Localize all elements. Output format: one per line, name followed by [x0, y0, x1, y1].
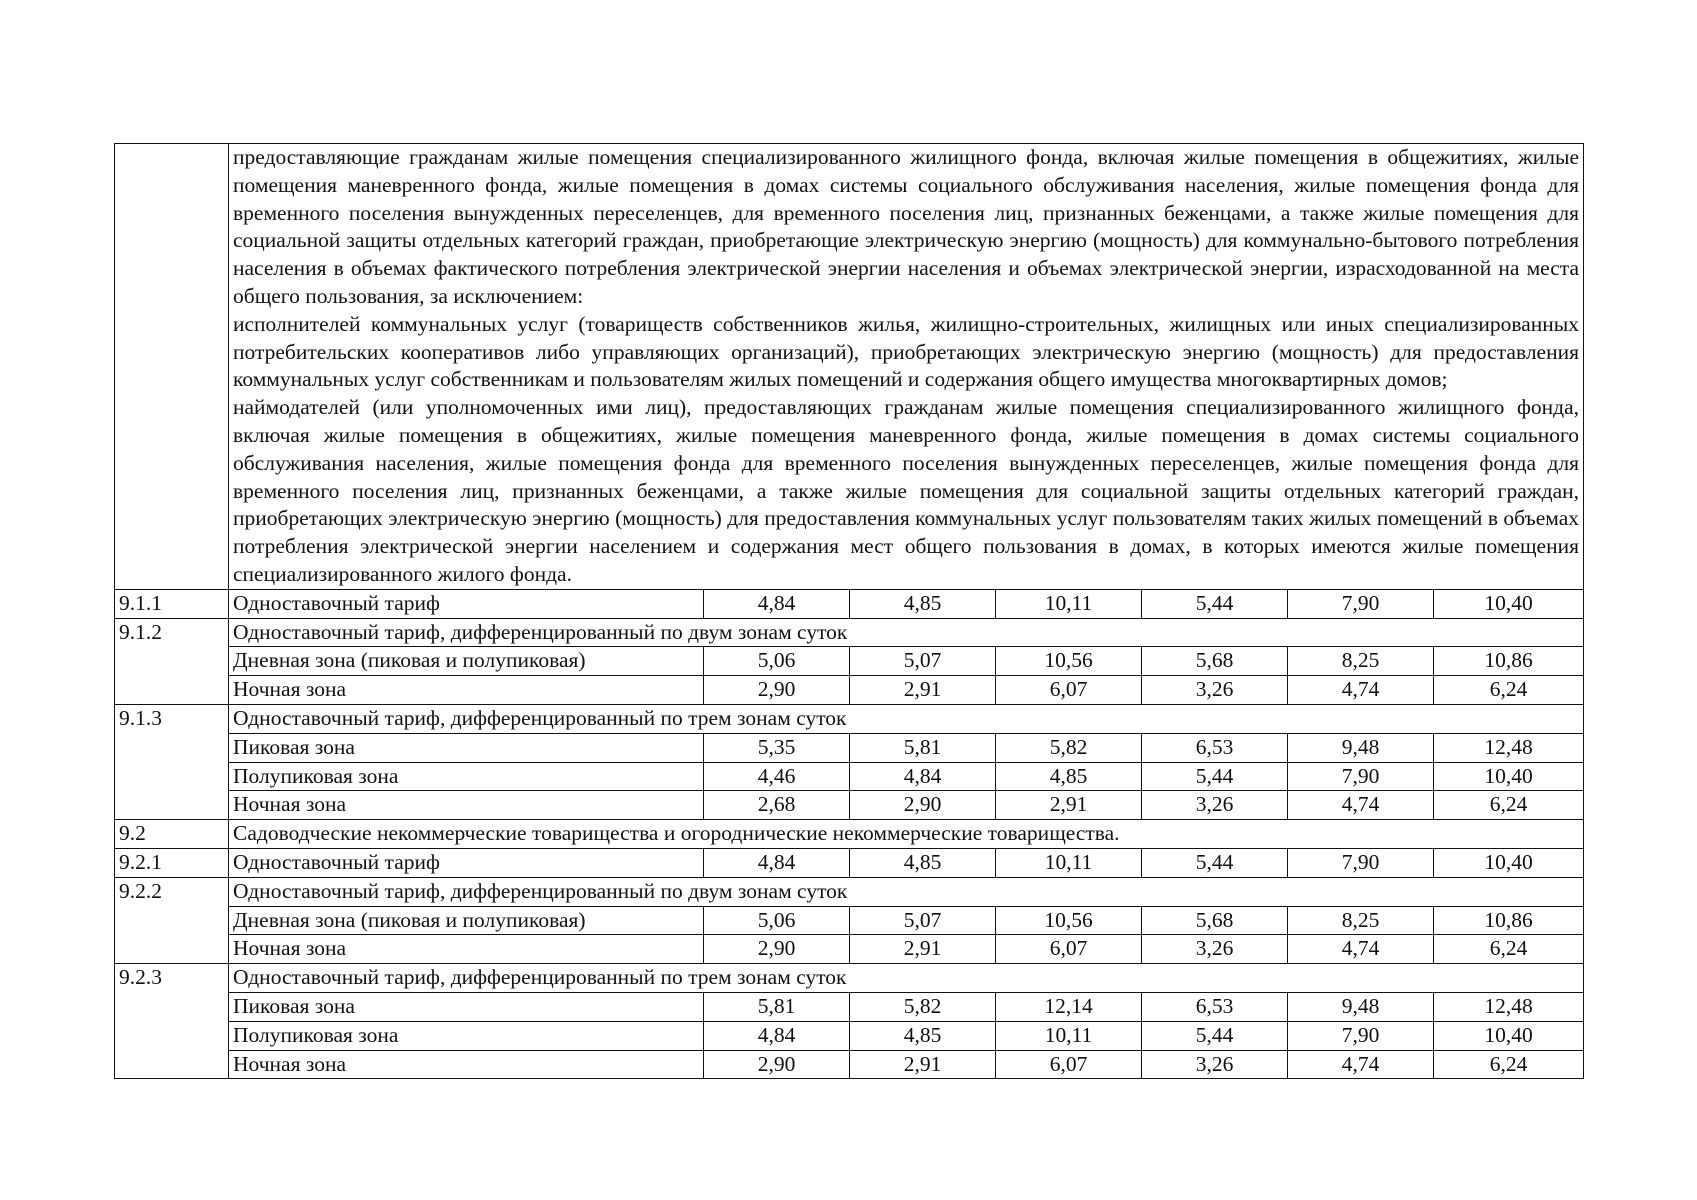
value-cell: 5,06: [704, 647, 850, 676]
value-cell: 9,48: [1288, 733, 1434, 762]
table-row: [115, 589, 1584, 618]
row-code: 9.1.3: [115, 704, 229, 819]
value-cell: 2,90: [704, 1050, 850, 1079]
value-cell: 7,90: [1288, 848, 1434, 877]
value-cell: 10,40: [1434, 589, 1584, 618]
value-cell: 6,24: [1434, 935, 1584, 964]
table-row: [115, 1021, 1584, 1050]
value-cell: 2,91: [850, 935, 996, 964]
value-cell: 9,48: [1288, 992, 1434, 1021]
code-cell: [115, 144, 229, 590]
row-label: Пиковая зона: [229, 733, 704, 762]
row-label: Одноставочный тариф: [229, 848, 704, 877]
value-cell: 10,11: [996, 1021, 1142, 1050]
value-cell: 5,68: [1142, 647, 1288, 676]
row-code: 9.2.1: [115, 848, 229, 877]
value-cell: 5,82: [996, 733, 1142, 762]
value-cell: 10,40: [1434, 848, 1584, 877]
value-cell: 3,26: [1142, 791, 1288, 820]
table-row: [115, 935, 1584, 964]
value-cell: 10,86: [1434, 647, 1584, 676]
value-cell: 2,91: [850, 676, 996, 705]
value-cell: 10,11: [996, 589, 1142, 618]
value-cell: 3,26: [1142, 676, 1288, 705]
table-row: [115, 964, 1584, 993]
value-cell: 4,84: [704, 1021, 850, 1050]
value-cell: 4,85: [850, 589, 996, 618]
value-cell: 3,26: [1142, 1050, 1288, 1079]
value-cell: 2,90: [704, 676, 850, 705]
table-row: [115, 992, 1584, 1021]
value-cell: 6,24: [1434, 791, 1584, 820]
table-row: [115, 791, 1584, 820]
value-cell: 8,25: [1288, 906, 1434, 935]
value-cell: 10,56: [996, 906, 1142, 935]
value-cell: 2,91: [996, 791, 1142, 820]
value-cell: 5,44: [1142, 848, 1288, 877]
section-title: Садоводческие некоммерческие товарищества и огороднические некоммерческие товарищества.: [229, 820, 1584, 849]
value-cell: 5,44: [1142, 1021, 1288, 1050]
table-row: [115, 762, 1584, 791]
row-code: 9.2: [115, 820, 229, 849]
table-row: [115, 647, 1584, 676]
value-cell: 4,74: [1288, 791, 1434, 820]
value-cell: 5,07: [850, 906, 996, 935]
value-cell: 6,07: [996, 676, 1142, 705]
value-cell: 4,85: [850, 1021, 996, 1050]
value-cell: 5,44: [1142, 589, 1288, 618]
table-row: [115, 820, 1584, 849]
value-cell: 4,84: [850, 762, 996, 791]
intro-paragraph: наймодателей (или уполномоченных ими лиц), предоставляющих гражданам жилые помещения специализированного жилищного фонда, включая жилые помещения в общежитиях, жилые помещения маневренного фонда, жилые помещения в домах системы социального обслуживания населения, жилые помещения фонда для временного поселения вынужденных переселенцев, жилые помещения фонда для временного поселения лиц, признанных беженцами, а также жилые помещения для социальной защиты отдельных категорий граждан, приобретающих электрическую энергию (мощность) для предоставления коммунальных услуг пользователям таких жилых помещений в объемах потребления электрической энергии населением и содержания мест общего пользования в домах, в которых имеются жилые помещения специализированного жилого фонда.: [233, 395, 1579, 586]
value-cell: 4,74: [1288, 676, 1434, 705]
value-cell: 12,14: [996, 992, 1142, 1021]
value-cell: 5,44: [1142, 762, 1288, 791]
value-cell: 10,86: [1434, 906, 1584, 935]
value-cell: 5,06: [704, 906, 850, 935]
value-cell: 6,07: [996, 1050, 1142, 1079]
table-row: [115, 676, 1584, 705]
value-cell: 12,48: [1434, 992, 1584, 1021]
value-cell: 4,85: [996, 762, 1142, 791]
table-row: [115, 848, 1584, 877]
value-cell: 4,46: [704, 762, 850, 791]
table-row: [115, 877, 1584, 906]
row-label: Ночная зона: [229, 935, 704, 964]
value-cell: 5,07: [850, 647, 996, 676]
value-cell: 6,24: [1434, 676, 1584, 705]
row-label: Ночная зона: [229, 676, 704, 705]
row-label: Пиковая зона: [229, 992, 704, 1021]
table-row: [115, 733, 1584, 762]
intro-paragraph: исполнителей коммунальных услуг (товариществ собственников жилья, жилищно-строительных, жилищных или иных специализированных потребительских кооперативов либо управляющих организаций), приобретающих электрическую энергию (мощность) для предоставления коммунальных услуг собственникам и пользователям жилых помещений и содержания общего имущества многоквартирных домов;: [233, 311, 1579, 392]
table-row: [115, 618, 1584, 647]
value-cell: 5,35: [704, 733, 850, 762]
section-title: Одноставочный тариф, дифференцированный по трем зонам суток: [229, 704, 1584, 733]
row-label: Ночная зона: [229, 791, 704, 820]
value-cell: 5,81: [704, 992, 850, 1021]
value-cell: 8,25: [1288, 647, 1434, 676]
value-cell: 2,68: [704, 791, 850, 820]
row-code: 9.2.3: [115, 964, 229, 1079]
intro-text: [229, 144, 1584, 590]
table-row: [115, 1050, 1584, 1079]
value-cell: 6,53: [1142, 733, 1288, 762]
value-cell: 10,56: [996, 647, 1142, 676]
value-cell: 12,48: [1434, 733, 1584, 762]
value-cell: 5,82: [850, 992, 996, 1021]
value-cell: 4,84: [704, 848, 850, 877]
value-cell: 6,07: [996, 935, 1142, 964]
intro-paragraph: предоставляющие гражданам жилые помещения специализированного жилищного фонда, включая жилые помещения в общежитиях, жилые помещения маневренного фонда, жилые помещения в домах системы социального обслуживания населения, жилые помещения фонда для временного поселения вынужденных переселенцев, для временного поселения лиц, признанных беженцами, а также жилые помещения для социальной защиты отдельных категорий граждан, приобретающие электрическую энергию (мощность) для коммунально-бытового потребления населения в объемах фактического потребления электрической энергии населения и объемах электрической энергии, израсходованной на места общего пользования, за исключением:: [233, 145, 1579, 308]
value-cell: 4,74: [1288, 1050, 1434, 1079]
section-title: Одноставочный тариф, дифференцированный по трем зонам суток: [229, 964, 1584, 993]
row-label: Ночная зона: [229, 1050, 704, 1079]
section-title: Одноставочный тариф, дифференцированный по двум зонам суток: [229, 618, 1584, 647]
table-row: [115, 906, 1584, 935]
section-title: Одноставочный тариф, дифференцированный по двум зонам суток: [229, 877, 1584, 906]
value-cell: 10,11: [996, 848, 1142, 877]
row-code: 9.2.2: [115, 877, 229, 963]
row-label: Одноставочный тариф: [229, 589, 704, 618]
value-cell: 10,40: [1434, 762, 1584, 791]
tariff-table: [114, 143, 1584, 1079]
value-cell: 6,24: [1434, 1050, 1584, 1079]
value-cell: 7,90: [1288, 1021, 1434, 1050]
row-code: 9.1.2: [115, 618, 229, 704]
value-cell: 6,53: [1142, 992, 1288, 1021]
value-cell: 3,26: [1142, 935, 1288, 964]
row-label: Полупиковая зона: [229, 762, 704, 791]
value-cell: 2,90: [704, 935, 850, 964]
value-cell: 4,85: [850, 848, 996, 877]
value-cell: 4,74: [1288, 935, 1434, 964]
row-label: Дневная зона (пиковая и полупиковая): [229, 647, 704, 676]
value-cell: 7,90: [1288, 589, 1434, 618]
value-cell: 10,40: [1434, 1021, 1584, 1050]
value-cell: 2,91: [850, 1050, 996, 1079]
intro-row: [115, 144, 1584, 590]
row-label: Дневная зона (пиковая и полупиковая): [229, 906, 704, 935]
row-code: 9.1.1: [115, 589, 229, 618]
value-cell: 2,90: [850, 791, 996, 820]
row-label: Полупиковая зона: [229, 1021, 704, 1050]
value-cell: 5,68: [1142, 906, 1288, 935]
value-cell: 4,84: [704, 589, 850, 618]
value-cell: 5,81: [850, 733, 996, 762]
value-cell: 7,90: [1288, 762, 1434, 791]
table-row: [115, 704, 1584, 733]
